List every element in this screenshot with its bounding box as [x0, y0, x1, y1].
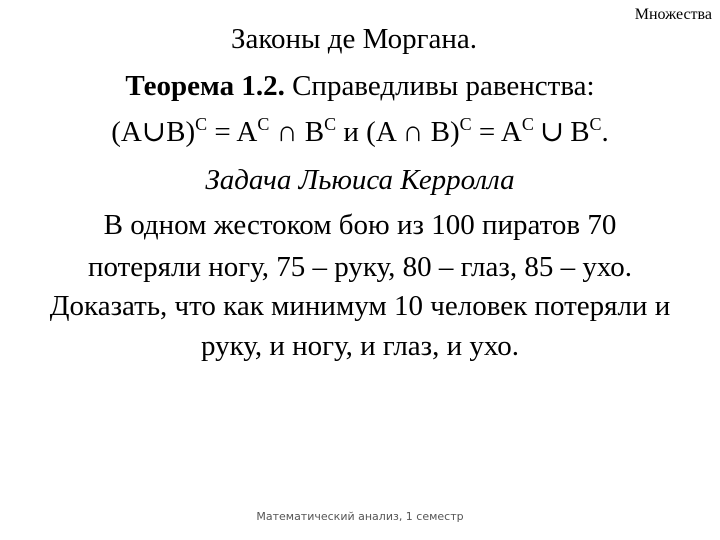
formula-part: . [601, 116, 609, 148]
formula-part: = A [207, 116, 258, 148]
theorem-label: Теорема 1.2. [125, 70, 285, 102]
theorem-text: Справедливы равенства: [284, 70, 595, 102]
formula-part: = A [471, 116, 522, 148]
theorem-statement [0, 69, 720, 103]
de-morgan-formula [0, 115, 720, 149]
slide-title: Законы де Моргана. [230, 23, 478, 55]
formula-part: B [304, 116, 325, 148]
complement-superscript: C [195, 114, 208, 134]
formula-part: (A [111, 116, 142, 148]
formula-part: B) [430, 116, 460, 148]
complement-superscript: C [324, 114, 337, 134]
problem-line-3: Доказать, что как минимум 10 человек потеряли и [49, 290, 671, 322]
union-symbol: ∪ [141, 116, 167, 148]
problem-line-1: В одном жестоком бою из 100 пиратов 70 [103, 209, 617, 241]
problem-line-4: руку, и ногу, и глаз, и ухо. [200, 330, 520, 362]
formula-part: B [570, 116, 590, 148]
union-symbol: ∪ [539, 116, 565, 148]
task-title: Задача Льюиса Керролла [205, 164, 515, 196]
intersection-symbol: ∩ [269, 116, 305, 148]
complement-superscript: C [521, 114, 534, 134]
complement-superscript: C [589, 114, 602, 134]
formula-part: B) [166, 116, 196, 148]
complement-superscript: C [459, 114, 472, 134]
intersection-symbol: ∩ [395, 116, 431, 148]
complement-superscript: C [257, 114, 270, 134]
formula-part: и (A [336, 116, 396, 148]
footer-text: Математический анализ, 1 семестр [256, 510, 464, 523]
problem-line-2: потеряли ногу, 75 – руку, 80 – глаз, 85 – ухо. [87, 251, 633, 283]
section-label: Множества [634, 6, 712, 23]
